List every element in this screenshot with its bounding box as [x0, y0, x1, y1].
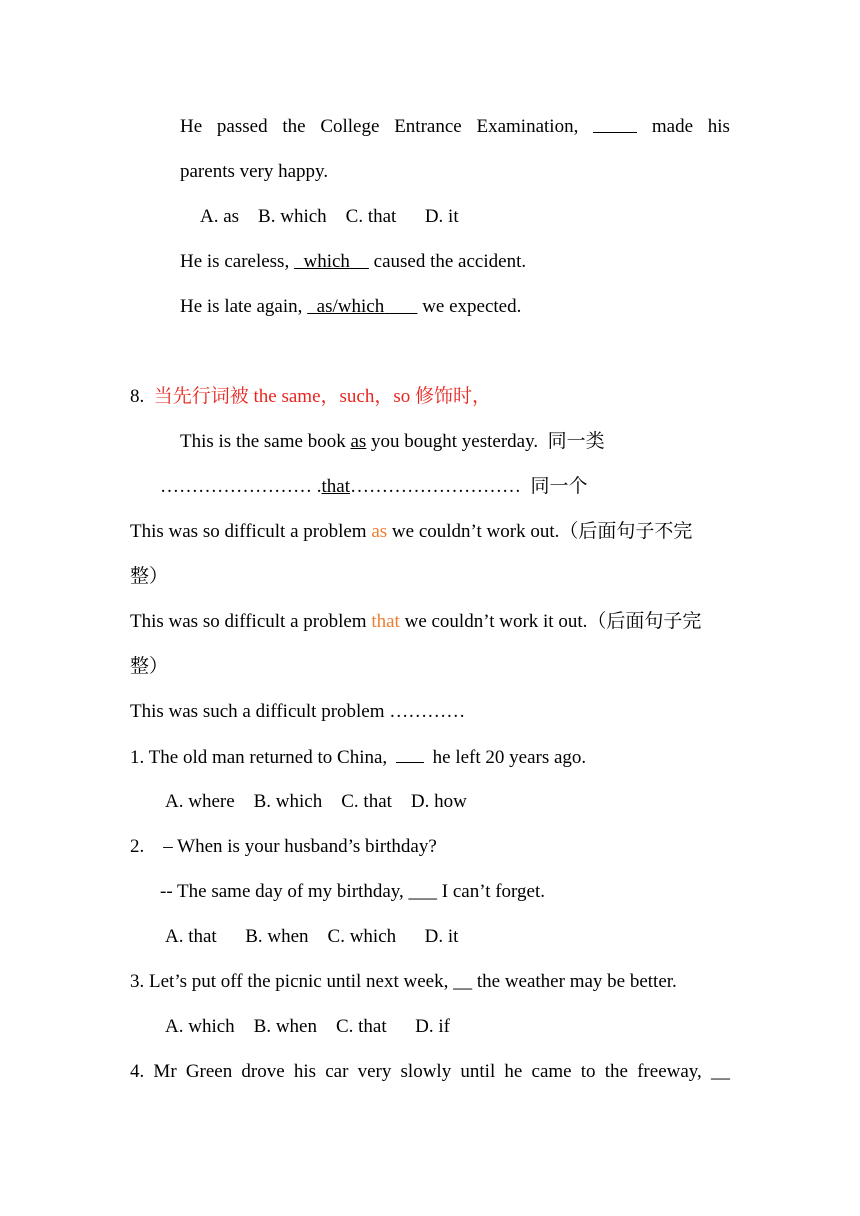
word: slowly [400, 1061, 452, 1082]
example-sentence-1 [180, 250, 526, 274]
keyword: as [371, 521, 388, 542]
word: his [707, 116, 730, 137]
example-text: we couldn’t work out.（后面句子不完 [387, 521, 693, 542]
word: car [325, 1061, 349, 1082]
keyword: that [321, 476, 350, 497]
word: to [580, 1061, 596, 1082]
example-text: we expected. [422, 296, 522, 317]
so-as-sentence [130, 520, 692, 544]
word: his [293, 1061, 317, 1082]
underlined-answer [294, 251, 369, 272]
exercise-3-options: A. which B. when C. that D. if [165, 1016, 450, 1037]
example-text: He is careless, [180, 251, 290, 272]
word: Examination, [476, 116, 579, 137]
keyword: as [350, 431, 367, 452]
answer-options: A. as B. which C. that D. it [200, 206, 459, 227]
answer-word: as/which [316, 296, 385, 317]
example-text: ……………………… 同一个 [350, 476, 588, 497]
ellipsis: …………………… . [160, 476, 322, 497]
word: Mr [153, 1061, 177, 1082]
word: drove [241, 1061, 285, 1082]
exercise-1-options: A. where B. which C. that D. how [165, 791, 467, 812]
exercise-2: 2. – When is your husband’s birthday? [130, 836, 437, 857]
example-text: This was so difficult a problem [130, 521, 372, 542]
word: freeway, [637, 1061, 702, 1082]
keyword: that [371, 611, 400, 632]
so-as-sentence-cont: 整） [130, 566, 169, 587]
word: passed [216, 116, 268, 137]
answer-blank [593, 115, 637, 133]
word: very [357, 1061, 392, 1082]
example-sentence-2 [180, 295, 521, 319]
such-sentence: This was such a difficult problem ………… [130, 701, 466, 722]
so-that-sentence [130, 610, 701, 634]
word: __ [710, 1061, 730, 1082]
answer-word: which [303, 251, 350, 272]
exercise-2-options: A. that B. when C. which D. it [165, 926, 459, 947]
so-that-sentence-cont: 整） [130, 656, 169, 677]
example-text: This is the same book [180, 431, 351, 452]
answer-blank [396, 745, 424, 763]
question-text: he left 20 years ago. [432, 747, 587, 768]
word: Entrance [394, 116, 462, 137]
underlined-answer [307, 296, 417, 317]
rule-example-same [180, 430, 605, 454]
section-heading [130, 385, 491, 409]
word: the [604, 1061, 628, 1082]
word: made [651, 116, 694, 137]
exercise-1 [130, 745, 586, 770]
word: He [180, 116, 203, 137]
word: came [531, 1061, 572, 1082]
exercise-4 [130, 1060, 730, 1084]
exercise-2-answer-line: -- The same day of my birthday, ___ I can’t forget. [160, 881, 545, 902]
heading-text: 当先行词被 the same，such，so 修饰时， [153, 386, 491, 407]
exercise-3: 3. Let’s put off the picnic until next week, __ the weather may be better. [130, 971, 677, 992]
question-line-1 [180, 115, 730, 139]
question-line-2: parents very happy. [180, 161, 329, 182]
example-text: This was so difficult a problem [130, 611, 372, 632]
example-text: He is late again, [180, 296, 303, 317]
word: College [320, 116, 380, 137]
question-text: 1. The old man returned to China, [130, 747, 388, 768]
word: Green [185, 1061, 233, 1082]
word: he [504, 1061, 523, 1082]
word: the [282, 116, 306, 137]
example-text: we couldn’t work it out.（后面句子完 [399, 611, 702, 632]
rule-example-that [160, 475, 588, 499]
heading-number: 8. [130, 386, 145, 407]
example-text: you bought yesterday. 同一类 [366, 431, 605, 452]
word: until [460, 1061, 496, 1082]
word: 4. [130, 1061, 145, 1082]
example-text: caused the accident. [373, 251, 527, 272]
